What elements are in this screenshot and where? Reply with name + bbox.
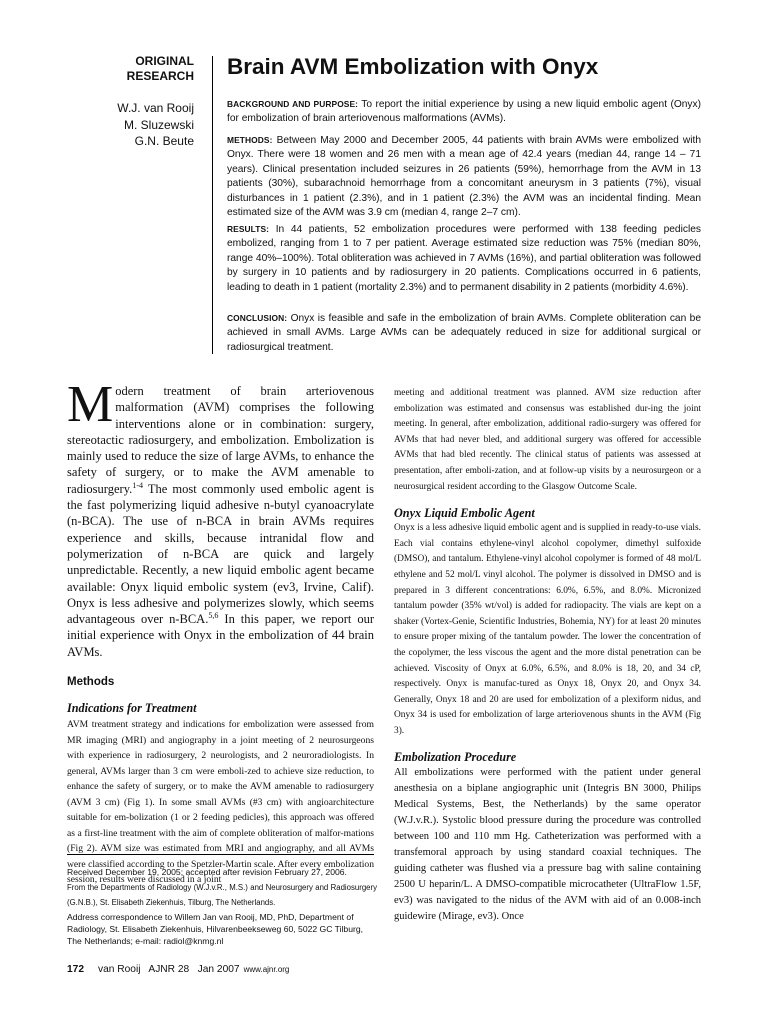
abstract-background: [227, 97, 701, 127]
author-name: M. Sluzewski: [123, 117, 194, 132]
subsection-heading-indications: Indications for Treatment: [67, 701, 197, 716]
abstract-text: Onyx is feasible and safe in the embolization of brain AVMs. Complete obliteration can be achieved in small AVMs. Large AVMs can be adequately reduced in size for additional surgical or radiosurgical treatment.: [227, 313, 701, 353]
right-column: [394, 386, 701, 925]
abstract-text: In 44 patients, 52 embolization procedures were performed with 138 feeding pedicles embolized, ranging from 1 to 7 per patient. Average estimated size reduction was 75% (median 80%, range 40%–100%). Total obliteration was achieved in 7 AVMs (16%), and partial obliteration was followed by surgery in 10 patients and by radiosurgery in 20 patients. Complications occurred in 6 patients, leading to death in 1 patient (mortality 2.3%) and to permanent disability in 2 patients (morbidity 4.6%).: [227, 224, 701, 293]
citation-ref: 5,6: [208, 611, 219, 620]
procedure-text: All embolizations were performed with the patient under general anesthesia on a biplane angiographic unit (Integris BN 3000, Philips Medical Systems, Best, the Netherlands) by the same operator (W.J.v.R.). Systolic blood pressure during the procedure was controlled between 100 and 110 mm Hg. Catheterization was performed with a transfemoral approach by using standard coaxial techniques. The guiding catheter was flushed via a pressure bag with saline containing 2500 U heparin/L. A DMSO-compatible microcatheter (UltraFlow 1.5F, ev3) was navigated to the nidus of the AVM with aid of an 0.008-inch guidewire (Mirage, ev3). Once: [394, 767, 701, 923]
abstract-heading: RESULTS:: [227, 224, 270, 234]
header-divider: [212, 56, 213, 354]
footnotes: [67, 866, 377, 947]
abstract-text: Between May 2000 and December 2005, 44 patients with brain AVMs were embolized with Onyx. There were 18 women and 26 men with a mean age of 42.4 years (median 44, range 14 – 71 years). Clinical presentation included seizures in 26 patients (59%), hemorrhage from the AVM in 13 patients (30%), subarachnoid hemorrhage from a concomitant aneurysm in 3 patients (7%), visual disturbances in 1 patient (2.3%), and in 1 patient (2.3%) the AVM was an incidental finding. Mean estimated size of the AVM was 3.9 cm (median 4, range 2–7 cm).: [227, 135, 701, 219]
section-heading-methods: Methods: [67, 676, 115, 689]
intro-paragraph: [67, 376, 374, 660]
left-column: [67, 376, 374, 888]
affiliations-note: From the Departments of Radiology (W.J.v.R., M.S.) and Neurosurgery and Radiosurgery (G.N.B.), St. Elisabeth Ziekenhuis, Tilburg, The Netherlands.: [67, 883, 377, 907]
author-name: G.N. Beute: [134, 134, 194, 148]
abstract-methods: [227, 133, 701, 220]
intro-text: The most commonly used embolic agent is the fast polymerizing liquid adhesive n-butyl cyanoacrylate (n-BCA). The use of n-BCA in brain AVMs requires experience and skills, because intranidal flow and polymerization of n-BCA are quick and largely unpredictable. Recently, a new liquid embolic agent became available: Onyx liquid embolic system (ev3, Irvine, Calif). Onyx is less adhesive and polymerizes slowly, which seems advantageous over n-BCA.: [67, 481, 374, 627]
journal-url[interactable]: www.ajnr.org: [243, 965, 290, 974]
drop-cap: M: [67, 376, 114, 433]
page-number: 172: [67, 964, 84, 975]
citation-line: van Rooij AJNR 28 Jan 2007: [98, 964, 240, 975]
abstract-heading: BACKGROUND AND PURPOSE:: [227, 99, 359, 109]
subsection-heading-procedure: Embolization Procedure: [394, 750, 517, 765]
author-list: [84, 100, 194, 150]
article-type-label: [104, 54, 194, 84]
methods-continued-text: meeting and additional treatment was planned. AVM size reduction after embolization was estimated and consensus was established dur-ing the joint meeting. In general, after embolization, additional radio-surgery was offered for AVMs that had never bled, and additional surgery was offered for accessible AVMs that had bled recently. The clinical status of patients was assessed at presentation, after emboli-zation, and at follow-up visits by a neurosurgeon or a neurosurgical resident according to the Glasgow Outcome Scale.: [394, 388, 701, 492]
author-name: W.J. van Rooij: [117, 101, 194, 115]
intro-text: odern treatment of brain arteriovenous malformation (AVM) comprises the following interventions alone or in combination: surgery, stereotactic radiosurgery, and embolization. Embolization is mainly used to reduce the size of large AVMs, to enhance the safety of surgery, or to make the AVM amenable to radiosurgery.: [67, 384, 374, 496]
citation-ref: 1-4: [132, 480, 144, 490]
abstract-results: [227, 222, 701, 295]
abstract-conclusion: [227, 311, 701, 355]
indications-text: AVM treatment strategy and indications for embolization were assessed from MR imaging (MRI) and angiography in a joint meeting of 2 neurosurgeons with experience in radiosurgery, 2 neurologists, and 2 neuroradiologists. In general, AVMs larger than 3 cm were emboli-zed to achieve size reduction, to enhance the safety of surgery, or to make the AVM amenable to radiosurgery (AVM 3 cm) (Fig 1). In some small AVMs (#3 cm) with angioarchitecture suitable for em-bolization (1 or 2 feeding pedicles), this approach was offered as a first-line treatment with the aim of complete obliteration of malfor-mations (Fig 2). AVM size was estimated from MRI and angiography, and all AVMs were classified according to the Spetzler-Martin scale. After every embolization session, results were discussed in a joint: [67, 719, 374, 886]
abstract-heading: CONCLUSION:: [227, 313, 288, 323]
article-title: Brain AVM Embolization with Onyx: [227, 54, 599, 79]
received-note: Received December 19, 2005; accepted after revision February 27, 2006.: [67, 867, 347, 877]
abstract-heading: METHODS:: [227, 135, 273, 145]
label-line-research: RESEARCH: [126, 69, 194, 83]
footnote-divider: [67, 854, 374, 855]
subsection-heading-onyx: Onyx Liquid Embolic Agent: [394, 506, 535, 521]
onyx-text: Onyx is a less adhesive liquid embolic agent and is supplied in ready-to-use vials. Each vial contains ethylene-vinyl alcohol copolymer, dimethyl sulfoxide (DMSO), and tantalum. Ethylene-vinyl alcohol copolymer is formed of 48 mol/L ethylene and 52 mol/L vinyl alcohol. The polymer is dissolved in DMSO and is prepared in 3 different concentrations: 6.0%, 6.5%, and 8.0%. Micronized tantalum powder (35% wt/vol) is added for radiopacity. The vials are kept on a shaker (Vortex-Genie, Scientific Industries, Bohemia, NY) for at least 20 minutes to ensure proper mixing of the tantalum powder. The lower the concentration of the copolymer, the less viscous the agent and the more distal penetration can be achieved. Viscosity of Onyx at 6.0%, 6.5%, and 8.0% is 18, 20, and 34 cP, respectively. Onyx is manufac-tured as Onyx 18, Onyx 20, and Onyx 34. Generally, Onyx 18 and 20 are used for embolization of a plexiform nidus, and Onyx 34 is used for embolization of large arteriovenous shunts in the AVM (Fig 3).: [394, 523, 701, 736]
abstract-text: To report the initial experience by using a new liquid embolic agent (Onyx) for embolization of brain arteriovenous malformations (AVMs).: [227, 99, 702, 125]
label-line-original: ORIGINAL: [135, 54, 194, 68]
page-footer: [67, 964, 289, 975]
correspondence-note: Address correspondence to Willem Jan van Rooij, MD, PhD, Department of Radiology, St. Elisabeth Ziekenhuis, Hilvarenbeekseweg 60, 5022 GC Tilburg, The Netherlands; e-mail: radiol@knmg.nl: [67, 912, 364, 946]
intro-text: In this paper, we report our initial experience with Onyx in the embolization of 44 brain AVMs.: [67, 612, 374, 659]
